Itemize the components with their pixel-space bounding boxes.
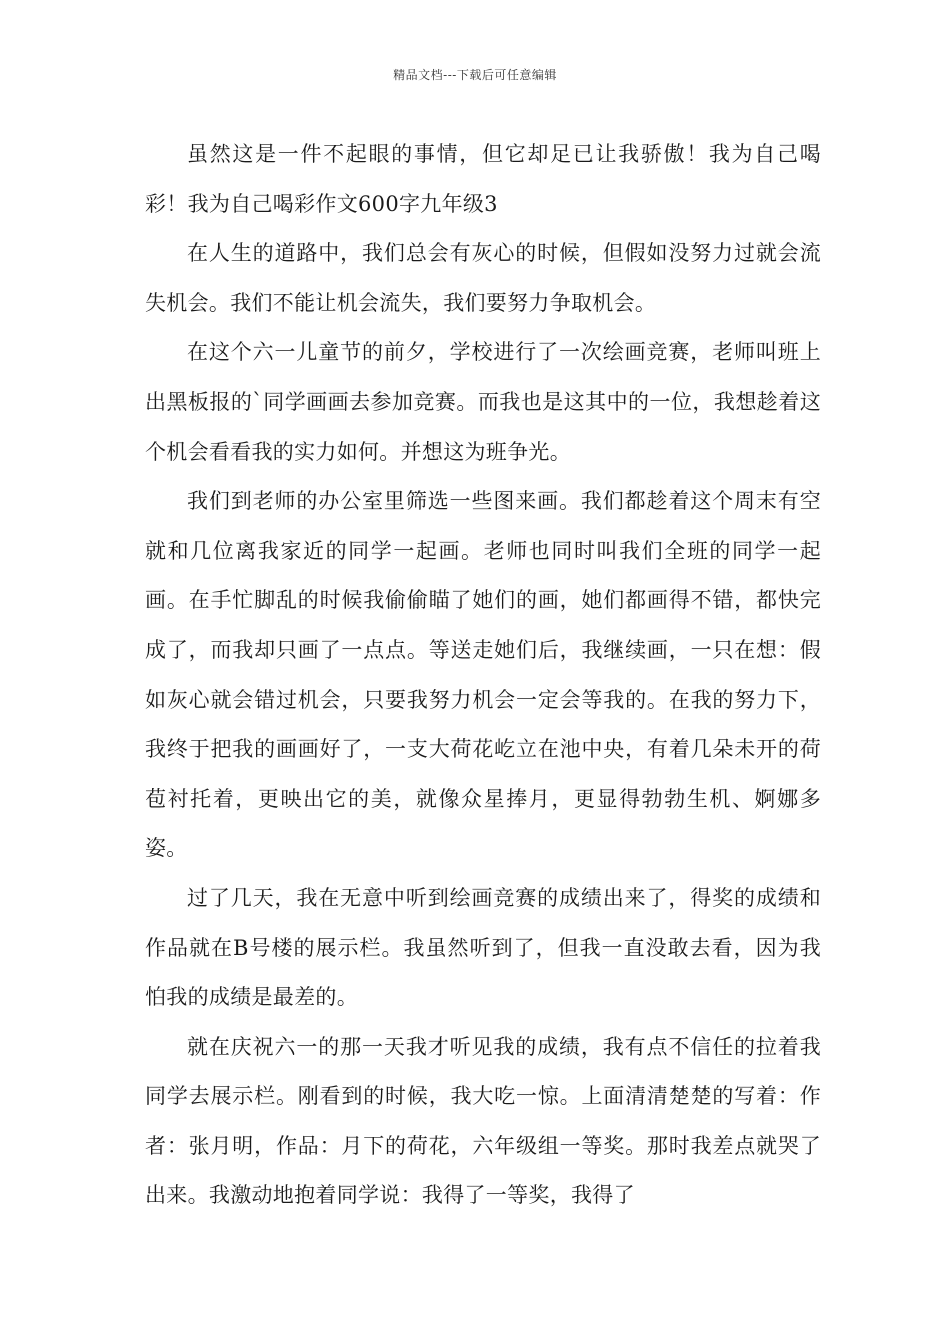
page-header: 精品文档---下载后可任意编辑 xyxy=(393,68,557,82)
paragraph-1: 虽然这是一件不起眼的事情，但它却足已让我骄傲！我为自己喝彩！我为自己喝彩作文600字九年级3 xyxy=(145,142,821,216)
paragraph-6: 就在庆祝六一的那一天我才听见我的成绩，我有点不信任的拉着我同学去展示栏。刚看到的时候，我大吃一惊。上面清清楚楚的写着：作者：张月明，作品：月下的荷花，六年级组一等奖。那时我差点就哭了出来。我激动地抱着同学说：我得了一等奖，我得了 xyxy=(145,1034,821,1208)
paragraph-3: 在这个六一儿童节的前夕，学校进行了一次绘画竞赛，老师叫班上出黑板报的`同学画画去参加竞赛。而我也是这其中的一位，我想趁着这个机会看看我的实力如何。并想这为班争光。 xyxy=(145,340,821,464)
paragraph-5: 过了几天，我在无意中听到绘画竞赛的成绩出来了，得奖的成绩和作品就在B号楼的展示栏。我虽然听到了，但我一直没敢去看，因为我怕我的成绩是最差的。 xyxy=(145,885,821,1010)
paragraph-4: 我们到老师的办公室里筛选一些图来画。我们都趁着这个周末有空就和几位离我家近的同学一起画。老师也同时叫我们全班的同学一起画。在手忙脚乱的时候我偷偷瞄了她们的画，她们都画得不错，都快完成了，而我却只画了一点点。等送走她们后，我继续画，一只在想：假如灰心就会错过机会，只要我努力机会一定会等我的。在我的努力下，我终于把我的画画好了，一支大荷花屹立在池中央，有着几朵未开的荷苞衬托着，更映出它的美，就像众星捧月，更显得勃勃生机、婀娜多姿。 xyxy=(145,489,821,861)
paragraph-2: 在人生的道路中，我们总会有灰心的时候，但假如没努力过就会流失机会。我们不能让机会流失，我们要努力争取机会。 xyxy=(145,241,821,315)
document-body xyxy=(145,130,821,1221)
